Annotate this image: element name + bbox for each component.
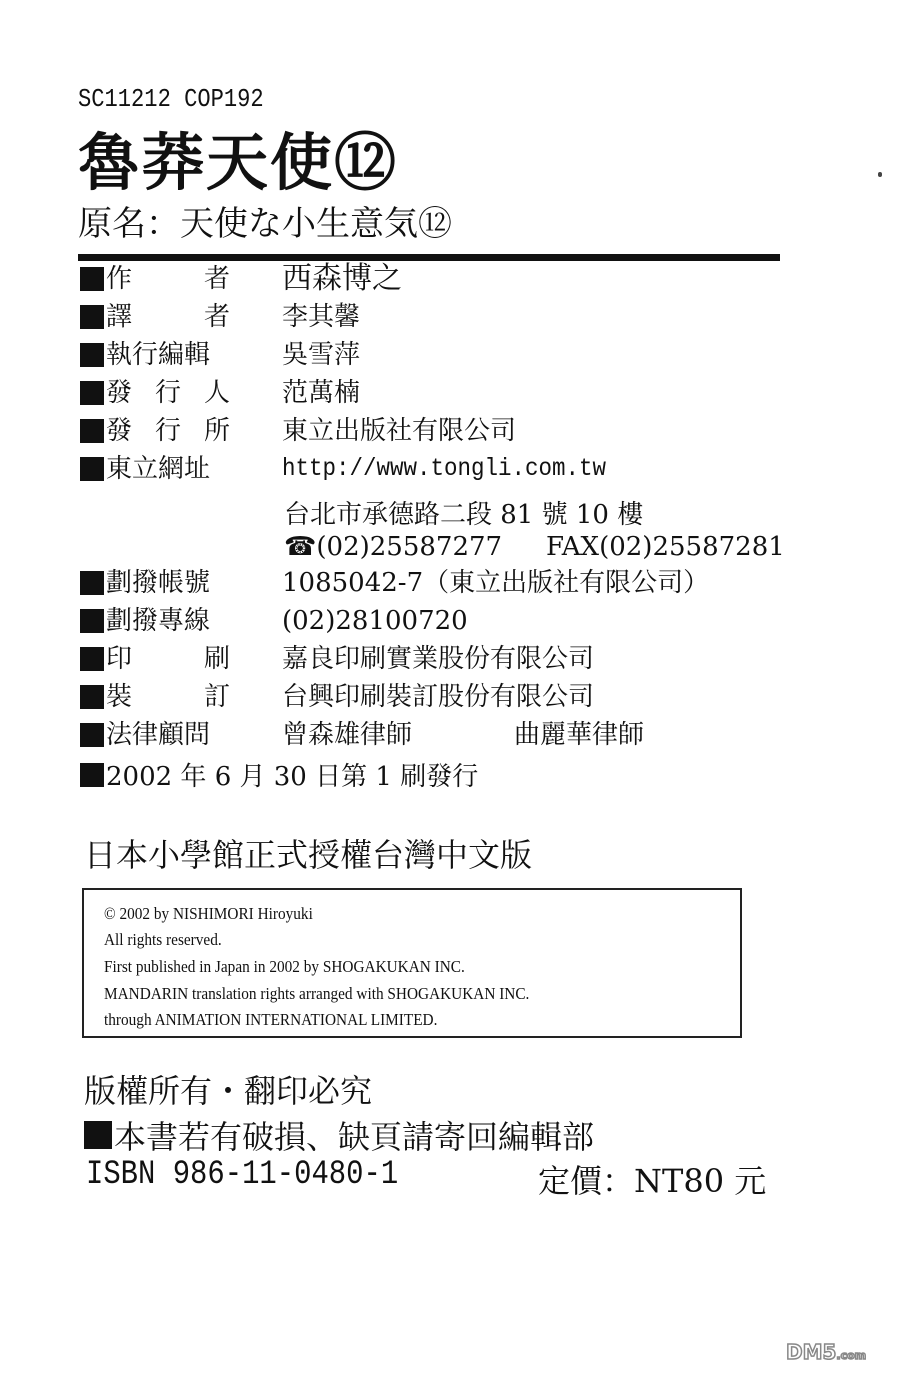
book-title: 魯莽天使⑫ bbox=[78, 126, 399, 199]
release-date: 2002 年 6 月 30 日第 1 刷發行 bbox=[80, 756, 478, 793]
watermark-logo: DM5.com bbox=[786, 1340, 867, 1364]
phone-number: ☎(02)25587277 bbox=[284, 532, 503, 562]
copyright-line: MANDARIN translation rights arranged with SHOGAKUKAN INC. bbox=[104, 984, 530, 1003]
divider-rule bbox=[78, 254, 780, 261]
address: 台北市承德路二段 81 號 10 樓 bbox=[284, 500, 644, 530]
square-bullet-icon bbox=[80, 343, 104, 367]
square-bullet-icon bbox=[80, 305, 104, 329]
square-bullet-icon bbox=[80, 723, 104, 747]
copyright-line: © 2002 by NISHIMORI Hiroyuki bbox=[104, 904, 313, 923]
hotline-value: (02)28100720 bbox=[282, 606, 468, 636]
account-value: 1085042-7（東立出版社有限公司） bbox=[282, 568, 710, 598]
square-bullet-icon bbox=[80, 267, 104, 291]
price: 定價：NT80 元 bbox=[538, 1162, 767, 1200]
copyright-line: First published in Japan in 2002 by SHOGAKUKAN INC. bbox=[104, 957, 465, 976]
square-bullet-icon bbox=[80, 457, 104, 481]
legal-value-1: 曾森雄律師 bbox=[282, 720, 413, 750]
square-bullet-icon bbox=[80, 609, 104, 633]
square-bullet-icon bbox=[80, 571, 104, 595]
author-value: 西森博之 bbox=[282, 261, 402, 296]
copyright-line: through ANIMATION INTERNATIONAL LIMITED. bbox=[104, 1010, 438, 1029]
catalog-code: SC11212 COP192 bbox=[78, 84, 264, 114]
isbn: ISBN 986-11-0480-1 bbox=[86, 1156, 399, 1194]
original-title: 原名：天使な小生意気⑫ bbox=[78, 204, 452, 244]
square-bullet-icon bbox=[80, 763, 104, 787]
printing-value: 嘉良印刷實業股份有限公司 bbox=[282, 644, 595, 674]
website-link[interactable]: http://www.tongli.com.tw bbox=[282, 454, 607, 483]
translator-value: 李其馨 bbox=[282, 302, 361, 332]
square-bullet-icon bbox=[80, 647, 104, 671]
authorization-notice: 日本小學館正式授權台灣中文版 bbox=[84, 836, 533, 874]
publisher-value: 范萬楠 bbox=[282, 378, 361, 408]
legal-value-2: 曲麗華律師 bbox=[514, 720, 645, 750]
copyright-line: All rights reserved. bbox=[104, 930, 222, 949]
damage-notice: 本書若有破損、缺頁請寄回編輯部 bbox=[84, 1112, 594, 1158]
copyright-box bbox=[82, 888, 742, 1038]
square-bullet-icon bbox=[84, 1121, 112, 1149]
binding-value: 台興印刷裝訂股份有限公司 bbox=[282, 682, 595, 712]
rights-notice: 版權所有・翻印必究 bbox=[84, 1072, 373, 1110]
publishing-house-value: 東立出版社有限公司 bbox=[282, 416, 517, 446]
scan-speck bbox=[878, 172, 882, 177]
editor-value: 吳雪萍 bbox=[282, 340, 361, 370]
fax-number: FAX(02)25587281 bbox=[546, 532, 785, 562]
square-bullet-icon bbox=[80, 419, 104, 443]
square-bullet-icon bbox=[80, 685, 104, 709]
square-bullet-icon bbox=[80, 381, 104, 405]
